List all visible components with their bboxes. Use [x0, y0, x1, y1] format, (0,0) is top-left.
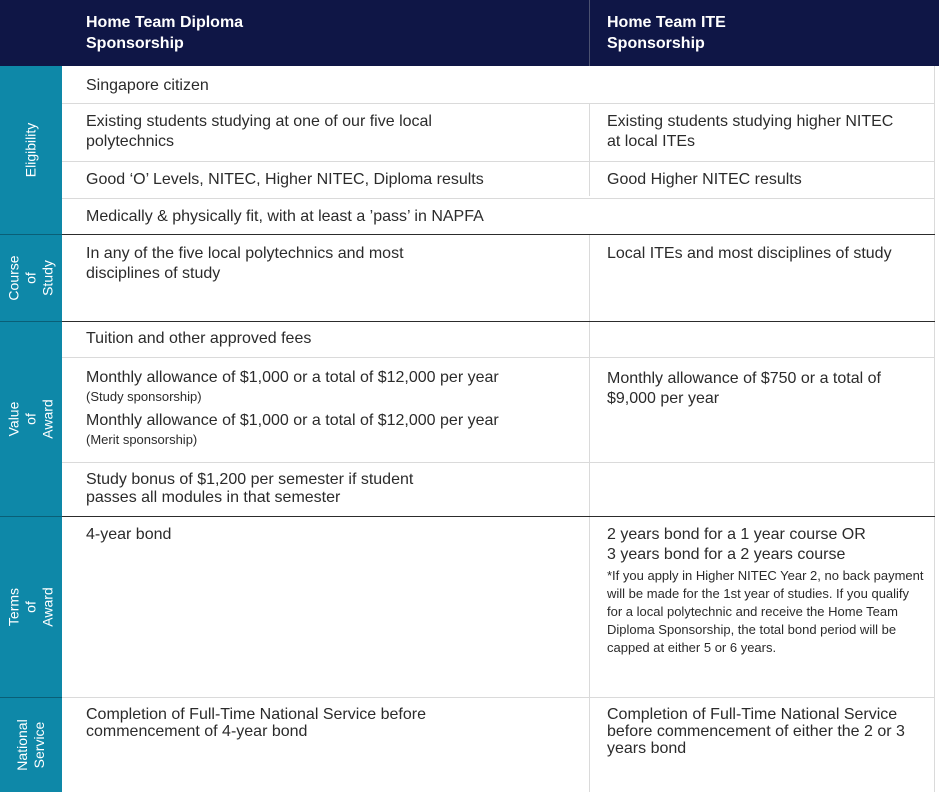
row-divider [62, 234, 935, 235]
category-value-of-award [0, 321, 62, 516]
header-divider [589, 0, 590, 66]
ns-diploma: Completion of Full-Time National Service before commencement of 4-year bond [86, 706, 426, 740]
category-label: Eligibility [22, 122, 39, 178]
eligibility-ite-results: Good Higher NITEC results [607, 171, 802, 188]
course-ite: Local ITEs and most disciplines of study [607, 245, 892, 262]
table-header [0, 0, 939, 66]
header-diploma: Home Team Diploma Sponsorship [86, 14, 244, 52]
eligibility-diploma-students: Existing students studying at one of our five local polytechnics [86, 113, 432, 150]
eligibility-ite-students: Existing students studying higher NITEC at local ITEs [607, 113, 894, 150]
terms-ite-line2: 3 years bond for a 2 years course [607, 546, 846, 563]
terms-ite-line1: 2 years bond for a 1 year course OR [607, 526, 866, 543]
course-diploma: In any of the five local polytechnics and most disciplines of study [86, 245, 404, 282]
category-divider [0, 516, 62, 517]
table-right-border [934, 66, 935, 792]
category-divider [0, 234, 62, 235]
category-course-of-study [0, 234, 62, 321]
eligibility-fitness: Medically & physically fit, with at least a ’pass’ in NAPFA [86, 208, 484, 225]
value-diploma-allowances [86, 368, 586, 448]
row-divider [62, 357, 935, 358]
category-national-service [0, 697, 62, 792]
category-terms-of-award [0, 516, 62, 697]
row-divider [62, 516, 935, 517]
category-label: National Service [14, 718, 47, 771]
row-divider [62, 161, 935, 162]
column-divider [589, 104, 590, 196]
diploma-allowance-study: Monthly allowance of $1,000 or a total of $12,000 per year [86, 369, 499, 386]
diploma-allowance-merit: Monthly allowance of $1,000 or a total of $12,000 per year [86, 412, 499, 429]
terms-ite-note: *If you apply in Higher NITEC Year 2, no back payment will be made for the 1st year of studies. If you qualify for a local polytechnic and receive the Home Team Diploma Sponsorship, the total bond period will be capped at either 5 or 6 years. [607, 568, 924, 655]
row-divider [62, 321, 935, 322]
diploma-allowance-merit-note: (Merit sponsorship) [86, 432, 198, 447]
column-divider [589, 234, 590, 792]
category-divider [0, 697, 62, 698]
category-label: Value of Award [5, 398, 56, 439]
row-divider [62, 198, 935, 199]
eligibility-citizen: Singapore citizen [86, 77, 209, 94]
ns-ite: Completion of Full-Time National Service before commencement of either the 2 or 3 years bond [607, 706, 905, 757]
row-divider [62, 462, 935, 463]
category-eligibility [0, 66, 62, 234]
value-study-bonus: Study bonus of $1,200 per semester if student passes all modules in that semester [86, 471, 414, 506]
category-label: Terms of Award [5, 586, 56, 627]
terms-diploma: 4-year bond [86, 526, 172, 543]
value-ite-allowance: Monthly allowance of $750 or a total of $9,000 per year [607, 370, 881, 407]
eligibility-diploma-results: Good ‘O’ Levels, NITEC, Higher NITEC, Diploma results [86, 171, 484, 188]
value-tuition: Tuition and other approved fees [86, 330, 312, 347]
row-divider [62, 103, 935, 104]
diploma-allowance-study-note: (Study sponsorship) [86, 389, 202, 404]
row-divider [62, 697, 935, 698]
header-ite: Home Team ITE Sponsorship [607, 14, 726, 52]
category-label: Course of Study [5, 254, 56, 301]
category-divider [0, 321, 62, 322]
terms-ite [607, 525, 927, 657]
